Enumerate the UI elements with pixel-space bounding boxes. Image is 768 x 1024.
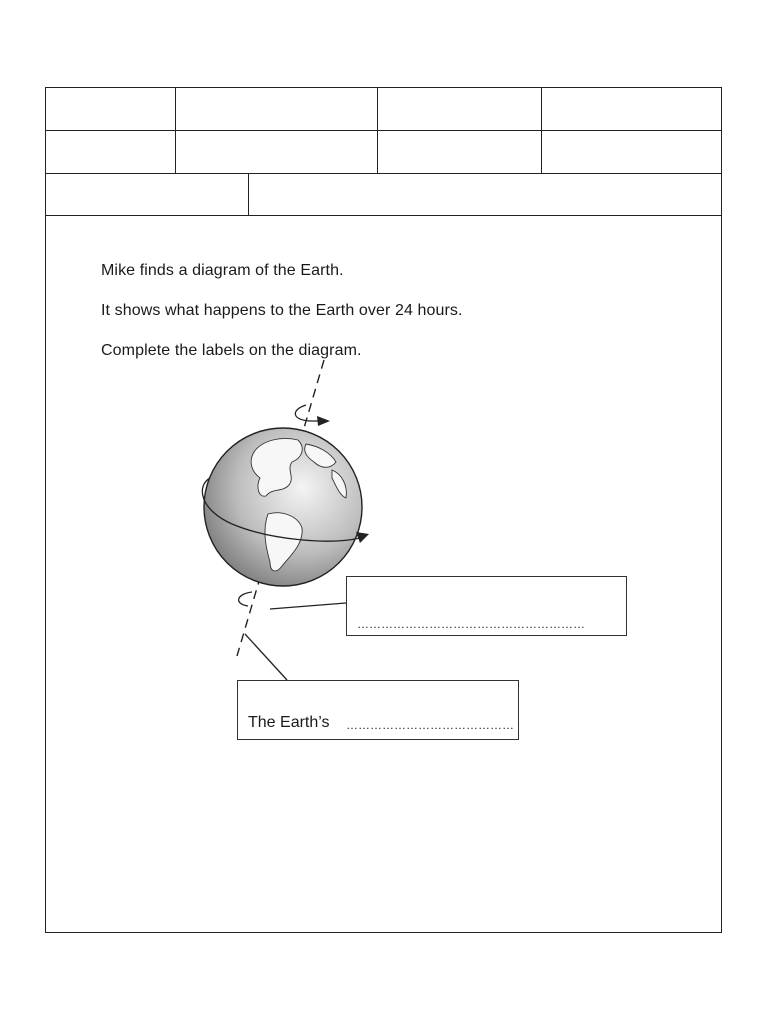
- answer-box-lower[interactable]: [237, 680, 519, 740]
- question-line-1: Mike finds a diagram of the Earth.: [101, 262, 344, 279]
- leader-line-upper: [270, 603, 346, 609]
- question-line-2: It shows what happens to the Earth over 24 hours.: [101, 302, 463, 319]
- question-line-3: Complete the labels on the diagram.: [101, 342, 362, 359]
- answer-box-upper[interactable]: [346, 576, 627, 636]
- answer-blank-lower[interactable]: ……………………………………: [346, 718, 514, 732]
- leader-line-lower: [245, 634, 287, 680]
- answer-prefix-lower: The Earth’s: [248, 714, 330, 731]
- answer-blank-upper[interactable]: …………………………………………………: [357, 617, 585, 631]
- rotation-arrow-bottom: [239, 592, 252, 606]
